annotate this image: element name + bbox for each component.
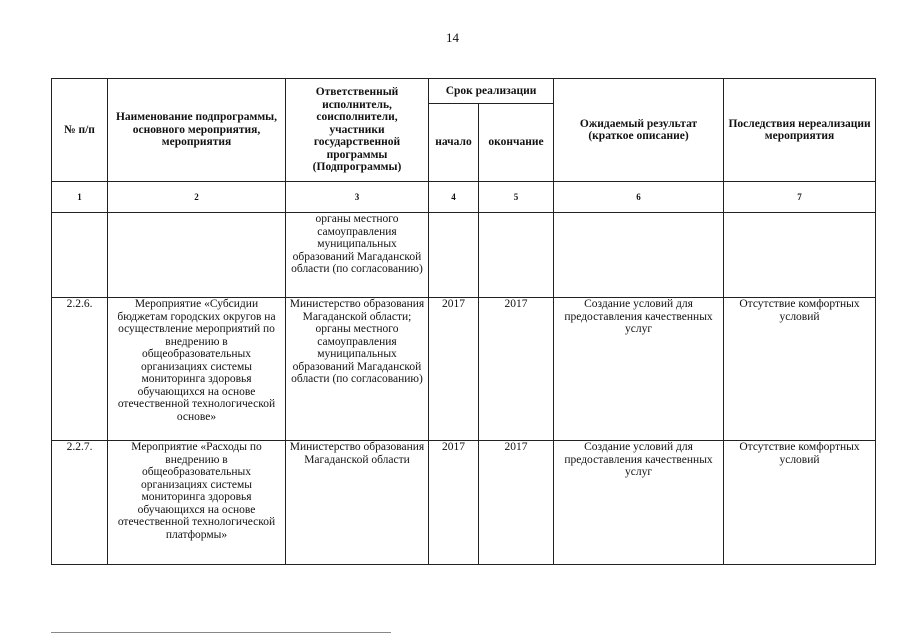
header-name: Наименование подпрограммы, основного мероприятия, мероприятия xyxy=(108,79,286,182)
column-number: 7 xyxy=(724,182,876,213)
row-start: 2017 xyxy=(429,298,479,441)
bottom-divider xyxy=(51,632,391,633)
column-number: 2 xyxy=(108,182,286,213)
row-responsible: Министерство образования Магаданской области xyxy=(286,441,429,565)
row-name: Мероприятие «Расходы по внедрению в общеобразовательных организациях системы мониторинга здоровья обучающихся на основе отечественной технологической платформы» xyxy=(108,441,286,565)
row-end: 2017 xyxy=(479,441,554,565)
program-table xyxy=(51,78,876,565)
page-number: 14 xyxy=(446,30,459,45)
row-consequences: Отсутствие комфортных условий xyxy=(724,298,876,441)
row-num: 2.2.7. xyxy=(52,441,108,565)
row-responsible: органы местного самоуправления муниципальных образований Магаданской области (по согласованию) xyxy=(286,213,429,298)
header-responsible: Ответственный исполнитель, соисполнители, участники государственной программы (Подпрограммы) xyxy=(286,79,429,182)
header-period: Срок реализации xyxy=(429,79,554,104)
header-consequences: Последствия нереализации мероприятия xyxy=(724,79,876,182)
row-result xyxy=(554,213,724,298)
row-name: Мероприятие «Субсидии бюджетам городских округов на осуществление мероприятий по внедрению в общеобразовательных организациях системы мониторинга здоровья обучающихся на основе отечественной технологической основе» xyxy=(108,298,286,441)
header-row xyxy=(52,79,876,104)
row-end: 2017 xyxy=(479,298,554,441)
header-num: № п/п xyxy=(52,79,108,182)
table-row xyxy=(52,213,876,298)
column-number: 5 xyxy=(479,182,554,213)
row-end xyxy=(479,213,554,298)
column-number: 3 xyxy=(286,182,429,213)
row-start: 2017 xyxy=(429,441,479,565)
column-number: 4 xyxy=(429,182,479,213)
header-start: начало xyxy=(429,104,479,182)
column-number: 6 xyxy=(554,182,724,213)
table-row xyxy=(52,441,876,565)
row-consequences: Отсутствие комфортных условий xyxy=(724,441,876,565)
row-result: Создание условий для предоставления качественных услуг xyxy=(554,441,724,565)
row-result: Создание условий для предоставления качественных услуг xyxy=(554,298,724,441)
header-end: окончание xyxy=(479,104,554,182)
row-name xyxy=(108,213,286,298)
column-number: 1 xyxy=(52,182,108,213)
table-row xyxy=(52,298,876,441)
column-numbers-row xyxy=(52,182,876,213)
row-num xyxy=(52,213,108,298)
row-consequences xyxy=(724,213,876,298)
row-start xyxy=(429,213,479,298)
row-num: 2.2.6. xyxy=(52,298,108,441)
header-result: Ожидаемый результат (краткое описание) xyxy=(554,79,724,182)
row-responsible: Министерство образования Магаданской области; органы местного самоуправления муниципальных образований Магаданской области (по согласованию) xyxy=(286,298,429,441)
